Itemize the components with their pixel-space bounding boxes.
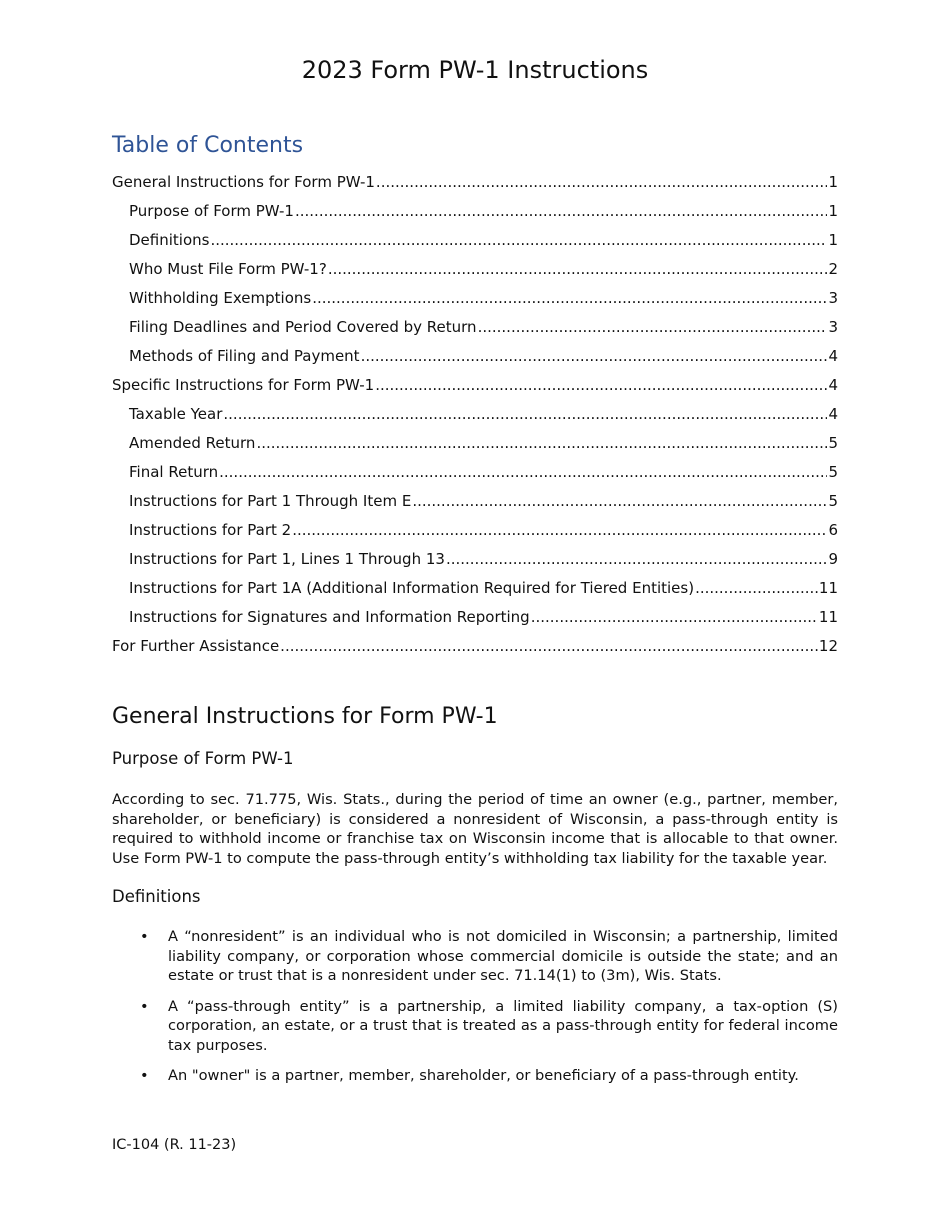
toc-entry-page: 3 [828,289,838,307]
list-item [112,927,838,986]
toc-entry-page: 1 [828,173,838,191]
toc-entry-label: Who Must File Form PW-1? [129,260,327,278]
toc-dot-leader [375,373,827,397]
toc-entry-page: 1 [828,231,838,249]
toc-entry-page: 4 [828,405,838,423]
form-code-footer: IC-104 (R. 11-23) [112,1137,237,1153]
toc-entry-label: Final Return [129,463,219,481]
toc-entry-label: Withholding Exemptions [129,289,312,307]
definitions-list [112,927,838,1097]
toc-dot-leader [446,547,828,571]
toc-entry-part-1-lines-1-13[interactable] [112,547,838,576]
toc-dot-leader [292,518,827,542]
toc-entry-withholding-exemptions[interactable] [112,286,838,315]
toc-entry-label: Taxable Year [129,405,223,423]
purpose-paragraph: According to sec. 71.775, Wis. Stats., during the period of time an owner (e.g., partner, member, shareholder, or beneficiary) is considered a nonresident of Wisconsin, a pass-through entity is required to withhold income or franchise tax on Wisconsin income that is allocable to that owner. Use Form PW-1 to compute the pass-through entity’s withholding tax liability for the taxable year. [112,791,838,867]
toc-dot-leader [531,605,818,629]
toc-dot-leader [295,199,827,223]
definition-text: An "owner" is a partner, member, shareholder, or beneficiary of a pass-through entity. [168,1067,799,1084]
toc-entry-page: 9 [828,550,838,568]
toc-entry-page: 1 [828,202,838,220]
toc-entry-label: Instructions for Part 2 [129,521,292,539]
toc-entry-page: 5 [828,492,838,510]
bullet-icon: • [140,1067,149,1084]
toc-entry-amended-return[interactable] [112,431,838,460]
toc-dot-leader [412,489,827,513]
toc-entry-page: 11 [818,579,838,597]
toc-entry-label: Specific Instructions for Form PW-1 [112,376,375,394]
toc-entry-specific-instructions[interactable] [112,373,838,402]
toc-entry-who-must-file[interactable] [112,257,838,286]
toc-entry-methods-of-filing[interactable] [112,344,838,373]
bullet-icon: • [140,928,149,945]
toc-entry-page: 3 [828,318,838,336]
list-item [112,997,838,1056]
toc-entry-label: Definitions [129,231,210,249]
toc-entry-purpose[interactable] [112,199,838,228]
toc-entry-part-1-through-item-e[interactable] [112,489,838,518]
toc-dot-leader [219,460,827,484]
toc-dot-leader [361,344,828,368]
toc-entry-label: Purpose of Form PW-1 [129,202,294,220]
toc-dot-leader [695,576,818,600]
general-instructions-heading: General Instructions for Form PW-1 [112,704,498,729]
list-item [112,1066,838,1086]
purpose-heading: Purpose of Form PW-1 [112,749,294,768]
bullet-icon: • [140,997,149,1015]
toc-entry-label: General Instructions for Form PW-1 [112,173,375,191]
toc-entry-label: Instructions for Part 1, Lines 1 Through 13 [129,550,445,568]
toc-dot-leader [223,402,827,426]
toc-entry-page: 6 [828,521,838,539]
toc-entry-label: Instructions for Signatures and Information Reporting [129,608,530,626]
toc-dot-leader [312,286,827,310]
table-of-contents [112,170,838,663]
toc-entry-page: 5 [828,434,838,452]
toc-dot-leader [478,315,828,339]
toc-heading: Table of Contents [112,133,304,158]
toc-dot-leader [210,228,827,252]
definitions-heading: Definitions [112,887,201,906]
toc-entry-final-return[interactable] [112,460,838,489]
toc-entry-taxable-year[interactable] [112,402,838,431]
toc-entry-signatures[interactable] [112,605,838,634]
toc-entry-page: 2 [828,260,838,278]
toc-entry-filing-deadlines[interactable] [112,315,838,344]
toc-entry-further-assistance[interactable] [112,634,838,663]
toc-dot-leader [328,257,828,281]
toc-entry-page: 5 [828,463,838,481]
toc-dot-leader [256,431,827,455]
toc-entry-label: For Further Assistance [112,637,280,655]
toc-entry-page: 4 [828,376,838,394]
definition-text: A “pass-through entity” is a partnership, a limited liability company, a tax-option (S) corporation, an estate, or a trust that is treated as a pass-through entity for federal income tax purposes. [168,997,838,1054]
toc-entry-part-2[interactable] [112,518,838,547]
toc-dot-leader [376,170,828,194]
toc-entry-label: Amended Return [129,434,256,452]
toc-entry-page: 4 [828,347,838,365]
toc-entry-label: Instructions for Part 1A (Additional Information Required for Tiered Entities) [129,579,695,597]
toc-dot-leader [280,634,818,658]
toc-entry-definitions[interactable] [112,228,838,257]
definition-text: A “nonresident” is an individual who is not domiciled in Wisconsin; a partnership, limited liability company, or corporation whose commercial domicile is outside the state; and an estate or trust that is a nonresident under sec. 71.14(1) to (3m), Wis. Stats. [168,928,838,984]
toc-entry-label: Methods of Filing and Payment [129,347,360,365]
toc-entry-part-1a[interactable] [112,576,838,605]
toc-entry-page: 12 [818,637,838,655]
page-title: 2023 Form PW-1 Instructions [301,56,649,84]
toc-entry-label: Instructions for Part 1 Through Item E [129,492,412,510]
toc-entry-page: 11 [818,608,838,626]
toc-entry-general-instructions[interactable] [112,170,838,199]
toc-entry-label: Filing Deadlines and Period Covered by Return [129,318,477,336]
